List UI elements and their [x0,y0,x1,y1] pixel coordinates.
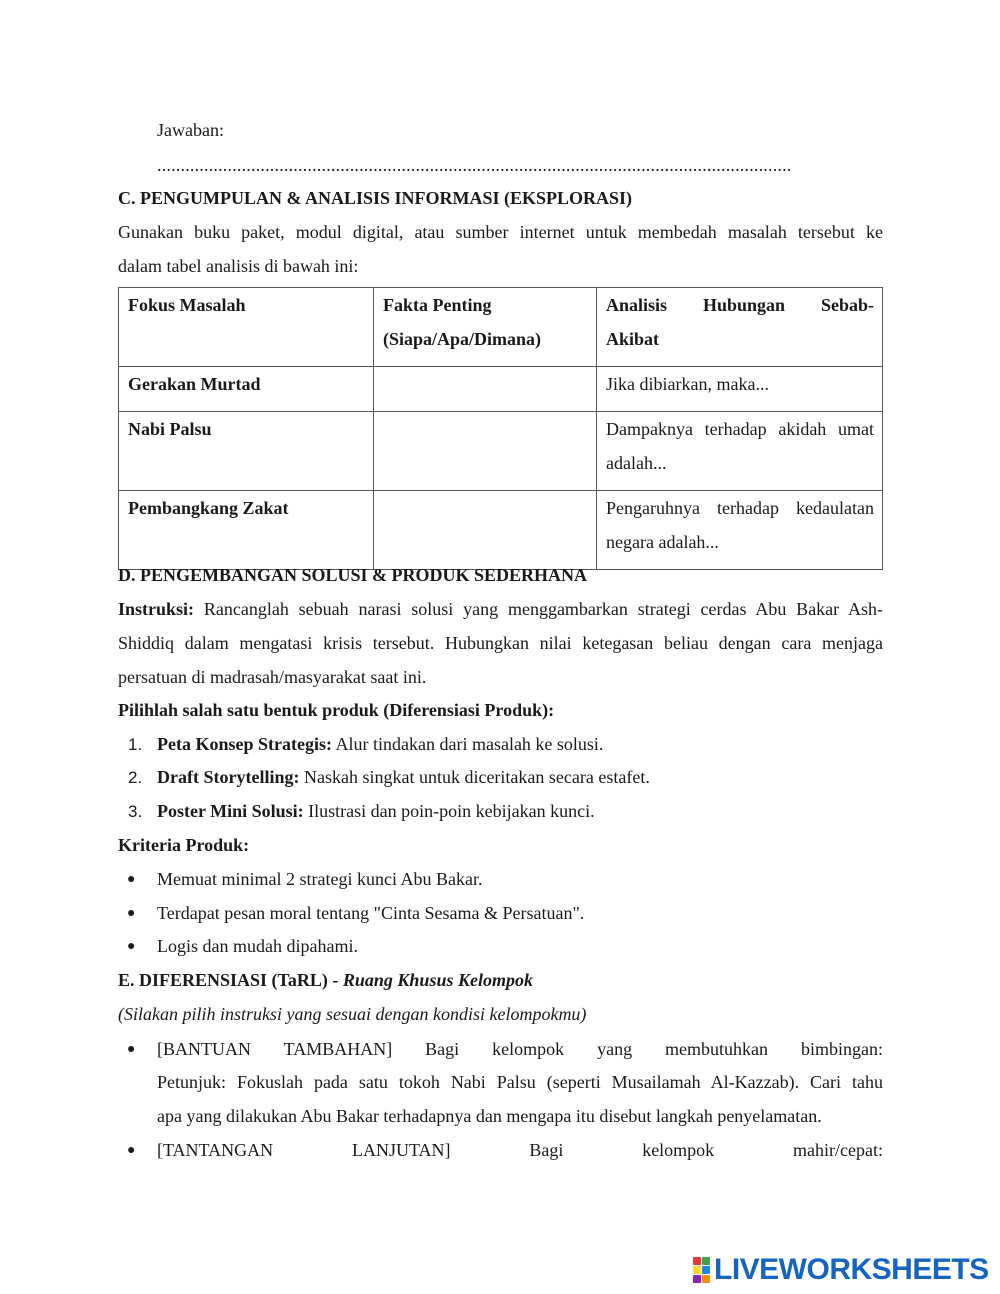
analysis-table [118,287,883,570]
list-number: 1. [128,735,143,754]
header-analysis: Analisis Hubungan Sebab- Akibat [597,288,883,367]
logo-blocks-icon [693,1257,711,1283]
answer-dotted-line: ....................................................................................................................................... [157,155,792,175]
row-focus-cell: Nabi Palsu [119,412,374,491]
section-d-heading: D. PENGEMBANGAN SOLUSI & PRODUK SEDERHANA [118,565,588,585]
list-item: Draft Storytelling: Naskah singkat untuk diceritakan secara estafet. [157,767,650,787]
row-focus-cell: Gerakan Murtad [119,367,374,412]
list-item: Memuat minimal 2 strategi kunci Abu Bakar. [157,869,483,889]
instruction-line1: Instruksi: Rancanglah sebuah narasi solusi yang menggambarkan strategi cerdas Abu Bakar Ash- [118,599,884,619]
list-item-continuation: apa yang dilakukan Abu Bakar terhadapnya dan mengapa itu disebut langkah penyelamatan. [157,1106,822,1126]
bullet-icon: ● [127,906,136,921]
list-item: Poster Mini Solusi: Ilustrasi dan poin-poin kebijakan kunci. [157,801,595,821]
table-row [119,412,883,491]
header-facts: Fakta Penting (Siapa/Apa/Dimana) [374,288,597,367]
row-analysis-cell: Dampaknya terhadap akidah umat adalah... [597,412,883,491]
row-analysis-cell: Jika dibiarkan, maka... [597,367,883,412]
table-row [119,367,883,412]
section-c-heading: C. PENGUMPULAN & ANALISIS INFORMASI (EKSPLORASI) [118,188,633,208]
row-focus-cell: Pembangkang Zakat [119,491,374,570]
instruction-line3: persatuan di madrasah/masyarakat saat ini. [118,667,427,687]
section-e-subtitle: (Silakan pilih instruksi yang sesuai dengan kondisi kelompokmu) [118,1004,587,1024]
row-fact-cell[interactable] [374,412,597,491]
section-c-intro-line2: dalam tabel analisis di bawah ini: [118,256,359,276]
bullet-icon: ● [127,1143,136,1158]
row-analysis-cell: Pengaruhnya terhadap kedaulatan negara adalah... [597,491,883,570]
criteria-label: Kriteria Produk: [118,835,250,855]
bullet-icon: ● [127,872,136,887]
list-item: Terdapat pesan moral tentang "Cinta Sesama & Persatuan". [157,903,585,923]
choose-product-label: Pilihlah salah satu bentuk produk (Diferensiasi Produk): [118,700,555,720]
table-header-row [119,288,883,367]
list-number: 3. [128,802,143,821]
section-e-heading: E. DIFERENSIASI (TaRL) - Ruang Khusus Kelompok [118,970,533,990]
logo-text: LIVEWORKSHEETS [714,1253,989,1286]
list-item: [TANTANGAN LANJUTAN] Bagi kelompok mahir/cepat: [157,1140,883,1160]
list-item-continuation: Petunjuk: Fokuslah pada satu tokoh Nabi Palsu (seperti Musailamah Al-Kazzab). Cari tahu [157,1072,883,1092]
instruction-line2: Shiddiq dalam mengatasi krisis tersebut. Hubungkan nilai ketegasan beliau dengan cara menjaga [118,633,883,653]
list-item: [BANTUAN TAMBAHAN] Bagi kelompok yang membutuhkan bimbingan: [157,1039,883,1059]
liveworksheets-logo[interactable] [693,1254,989,1286]
bullet-icon: ● [127,939,136,954]
list-item: Peta Konsep Strategis: Alur tindakan dari masalah ke solusi. [157,734,604,754]
list-item: Logis dan mudah dipahami. [157,936,358,956]
row-fact-cell[interactable] [374,367,597,412]
list-number: 2. [128,768,143,787]
table-row [119,491,883,570]
instruction-label: Instruksi: [118,599,195,619]
row-fact-cell[interactable] [374,491,597,570]
answer-label: Jawaban: [157,120,224,140]
bullet-icon: ● [127,1042,136,1057]
section-c-intro-line1: Gunakan buku paket, modul digital, atau sumber internet untuk membedah masalah tersebut ke [118,222,883,242]
header-focus: Fokus Masalah [119,288,374,367]
